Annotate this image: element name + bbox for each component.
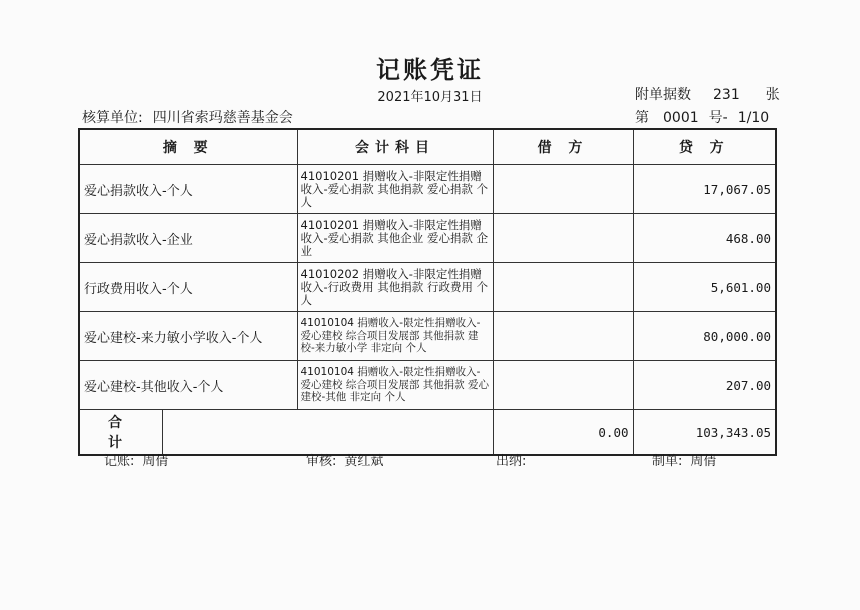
- footer-bookkeeper: [104, 450, 168, 469]
- bookkeeper-label: 记账:: [104, 454, 135, 469]
- row-account: 41010201 捐赠收入-非限定性捐赠收入-爱心捐款 其他企业 爱心捐款 企业: [297, 214, 493, 263]
- total-credit: 103,343.05: [633, 410, 776, 456]
- entity-name: 四川省索玛慈善基金会: [152, 110, 293, 126]
- row-credit: 80,000.00: [633, 312, 776, 361]
- row-account: 41010202 捐赠收入-非限定性捐赠收入-行政费用 其他捐款 行政费用 个人: [297, 263, 493, 312]
- row-credit: 207.00: [633, 361, 776, 410]
- row-account: 41010104 捐赠收入-限定性捐赠收入-爱心建校 综合项目发展部 其他捐款 爱心建校-其他 非定向 个人: [297, 361, 493, 410]
- attachment-unit: 张: [765, 87, 780, 103]
- row-credit: 468.00: [633, 214, 776, 263]
- preparer-label: 制单:: [652, 454, 683, 469]
- total-debit: 0.00: [493, 410, 633, 456]
- voucher-suffix: 号-: [708, 110, 728, 126]
- attachment-count: 231: [713, 87, 740, 103]
- accounting-entity: [82, 107, 293, 127]
- voucher-page-no: 1/10: [737, 110, 770, 126]
- voucher-table: [78, 128, 777, 456]
- reviewer-name: 黄红斌: [344, 454, 384, 469]
- row-summary: 行政费用收入-个人: [79, 263, 297, 312]
- footer-preparer: [652, 450, 716, 469]
- row-account: 41010201 捐赠收入-非限定性捐赠收入-爱心捐款 其他捐款 爱心捐款 个人: [297, 165, 493, 214]
- voucher-no: 0001: [663, 110, 699, 126]
- table-row: [79, 214, 776, 263]
- voucher-prefix: 第: [635, 110, 649, 126]
- footer-reviewer: [306, 450, 383, 469]
- total-label: 合 计: [80, 410, 163, 454]
- row-debit: [493, 214, 633, 263]
- col-header-debit: 借 方: [493, 129, 633, 165]
- reviewer-label: 审核:: [306, 454, 337, 469]
- row-credit: 5,601.00: [633, 263, 776, 312]
- voucher-date: 2021年10月31日: [377, 90, 483, 105]
- col-header-summary: 摘 要: [79, 129, 297, 165]
- voucher-title: 记账凭证: [376, 56, 484, 84]
- table-row: [79, 165, 776, 214]
- col-header-credit: 贷 方: [633, 129, 776, 165]
- row-account: 41010104 捐赠收入-限定性捐赠收入-爱心建校 综合项目发展部 其他捐款 建校-来力敏小学 非定向 个人: [297, 312, 493, 361]
- row-debit: [493, 263, 633, 312]
- table-row: [79, 263, 776, 312]
- row-debit: [493, 312, 633, 361]
- bookkeeper-name: 周倩: [142, 454, 169, 469]
- cashier-label: 出纳:: [496, 454, 527, 469]
- attachment-info: [635, 84, 780, 104]
- table-row: [79, 361, 776, 410]
- row-credit: 17,067.05: [633, 165, 776, 214]
- table-row: [79, 312, 776, 361]
- total-row: [79, 410, 776, 456]
- row-debit: [493, 165, 633, 214]
- row-summary: 爱心捐款收入-个人: [79, 165, 297, 214]
- total-blank: [163, 410, 493, 454]
- row-summary: 爱心捐款收入-企业: [79, 214, 297, 263]
- row-debit: [493, 361, 633, 410]
- col-header-account: 会计科目: [297, 129, 493, 165]
- total-label-cell: [79, 410, 493, 456]
- table-header-row: [79, 129, 776, 165]
- footer-cashier: [496, 450, 534, 469]
- row-summary: 爱心建校-其他收入-个人: [79, 361, 297, 410]
- voucher-number: [635, 107, 769, 127]
- entity-label: 核算单位:: [82, 110, 143, 126]
- row-summary: 爱心建校-来力敏小学收入-个人: [79, 312, 297, 361]
- attachment-label: 附单据数: [635, 87, 691, 103]
- preparer-name: 周倩: [690, 454, 717, 469]
